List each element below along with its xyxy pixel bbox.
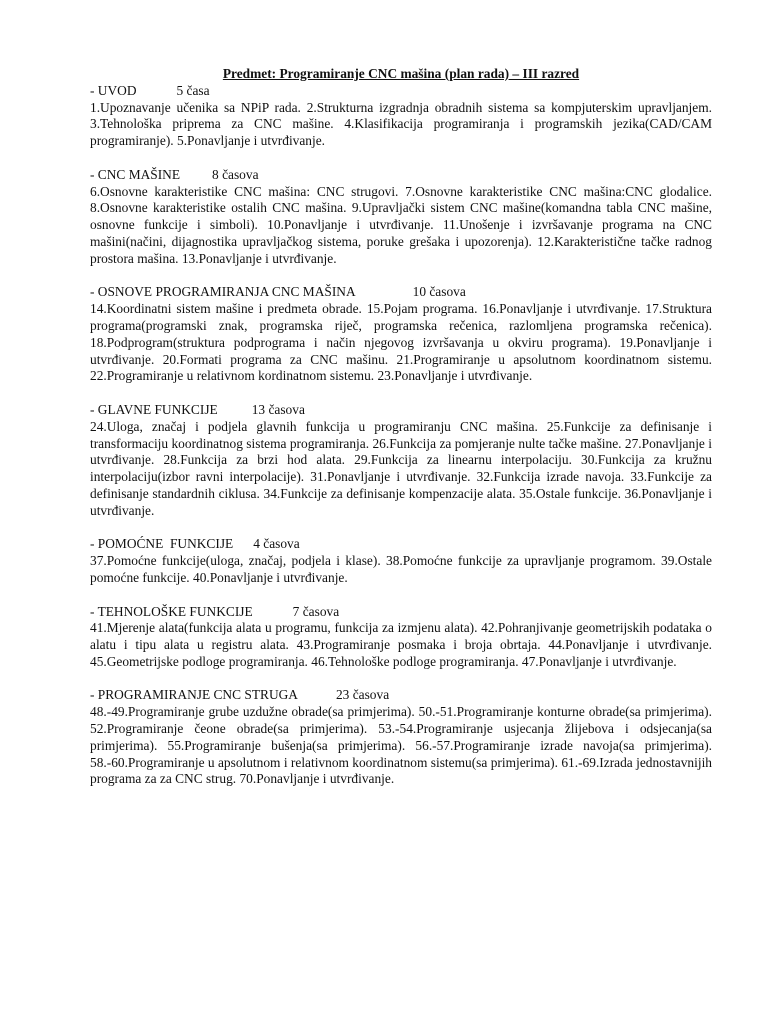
section-uvod: [90, 83, 712, 150]
section-body: 6.Osnovne karakteristike CNC mašina: CNC strugovi. 7.Osnovne karakteristike CNC mašina:CNC glodalice. 8.Osnovne karakteristike ostalih CNC mašina. 9.Upravljački sistem CNC mašine(komandna tabla CNC mašine, osnovne funkcije i simboli). 10.Ponavljanje i utvrđivanje. 11.Unošenje i izvršavanje programa na CNC mašini(načini, dijagnostika upravljačkog sistema, poruke grešaka i upozorenja). 12.Karakteristične tačke radnog prostora mašina. 13.Ponavljanje i utvrđivanje.: [90, 183, 712, 266]
section-heading-label: - CNC MAŠINE: [90, 166, 181, 182]
section-tehnoloske-funkcije: [90, 604, 712, 671]
document-page: [90, 66, 712, 805]
section-hours: 13 časova: [251, 401, 305, 417]
section-heading: [90, 687, 712, 704]
section-hours: 5 časa: [176, 82, 210, 98]
section-heading-label: - PROGRAMIRANJE CNC STRUGA: [90, 687, 298, 703]
section-body: 1.Upoznavanje učenika sa NPiP rada. 2.Strukturna izgradnja obradnih sistema sa kompjuterskim upravljanjem. 3.Tehnološka priprema za CNC mašine. 4.Klasifikacija programiranja i programskih jezika(CAD/CAM programiranje). 5.Ponavljanje i utvrđivanje.: [90, 99, 712, 149]
section-heading: [90, 83, 712, 100]
section-heading-label: - OSNOVE PROGRAMIRANJA CNC MAŠINA: [90, 284, 356, 300]
section-hours: 7 časova: [292, 603, 340, 619]
section-cnc-masine: [90, 167, 712, 268]
section-heading: [90, 536, 712, 553]
section-hours: 23 časova: [335, 687, 390, 703]
section-heading-label: - UVOD: [90, 82, 137, 98]
section-heading-label: - POMOĆNE FUNKCIJE: [90, 536, 234, 552]
document-title: Predmet: Programiranje CNC mašina (plan rada) – III razred: [222, 66, 580, 81]
section-heading: [90, 402, 712, 419]
section-body: 41.Mjerenje alata(funkcija alata u programu, funkcija za izmjenu alata). 42.Pohranjivanje geometrijskih podataka o alatu i tipu alata u registru alata. 43.Programiranje posmaka i broja obrtaja. 44.Ponavljanje i utvrđivanje. 45.Geometrijske podloge programiranja. 46.Tehnološke podloge programiranja. 47.Ponavljanje i utvrđivanje.: [90, 620, 712, 669]
section-body: 24.Uloga, značaj i podjela glavnih funkcija u programiranju CNC mašina. 25.Funkcije za definisanje i transformaciju koordinatnog sistema programiranja. 26.Funkcija za pomjeranje nulte tačke mašine. 27.Ponavljanje i utvrđivanje. 28.Funkcija za brzi hod alata. 29.Funkcija za linearnu interpolaciju. 30.Funkcija za kružnu interpolaciju(izbor ravni interpolacije). 31.Ponavljanje i utvrđivanje. 32.Funkcija izrade navoja. 33.Funkcije za definisanje standardnih ciklusa. 34.Funkcije za definisanje kompenzacije alata. 35.Ostale funkcije. 36.Ponavljanje i utvrđivanje.: [90, 418, 712, 518]
section-heading: [90, 284, 712, 301]
section-hours: 10 časova: [412, 284, 466, 300]
section-pomocne-funkcije: [90, 536, 712, 586]
section-glavne-funkcije: [90, 402, 712, 520]
section-heading: [90, 167, 712, 184]
section-body: 37.Pomoćne funkcije(uloga, značaj, podjela i klase). 38.Pomoćne funkcije za upravljanje programom. 39.Ostale pomoćne funkcije. 40.Ponavljanje i utvrđivanje.: [90, 553, 712, 585]
section-heading-label: - TEHNOLOŠKE FUNKCIJE: [90, 603, 253, 619]
section-programiranje-cnc-struga: [90, 687, 712, 788]
section-heading-label: - GLAVNE FUNKCIJE: [90, 401, 218, 417]
section-body: 14.Koordinatni sistem mašine i predmeta obrade. 15.Pojam programa. 16.Ponavljanje i utvrđivanje. 17.Struktura programa(programski znak, programska riječ, programska rečenica, razlomljena programska rečenica). 18.Podprogram(struktura podprograma i način njegovog izvršavanja u okviru programa). 19.Ponavljanje i utvrđivanje. 20.Formati programa za CNC mašinu. 21.Programiranje u apsolutnom koordinatnom sistemu. 22.Programiranje u relativnom kordinatnom sistemu. 23.Ponavljanje i utvrđivanje.: [90, 301, 712, 384]
section-hours: 4 časova: [253, 536, 300, 552]
section-hours: 8 časova: [212, 166, 259, 182]
section-body: 48.-49.Programiranje grube uzdužne obrade(sa primjerima). 50.-51.Programiranje konturne obrade(sa primjerima). 52.Programiranje čeone obrade(sa primjerima). 53.-54.Programiranje usjecanja žlijebova i odsjecanja(sa primjerima). 55.Programiranje bušenja(sa primjerima). 56.-57.Programiranje izrade navoja(sa primjerima). 58.-60.Programiranje u apsolutnom i relativnom koordinatnom sistemu(sa primjerima). 61.-69.Izrada jednostavnijih programa za za CNC strug. 70.Ponavljanje i utvrđivanje.: [90, 704, 712, 787]
section-heading: [90, 604, 712, 621]
section-osnove-programiranja: [90, 284, 712, 385]
